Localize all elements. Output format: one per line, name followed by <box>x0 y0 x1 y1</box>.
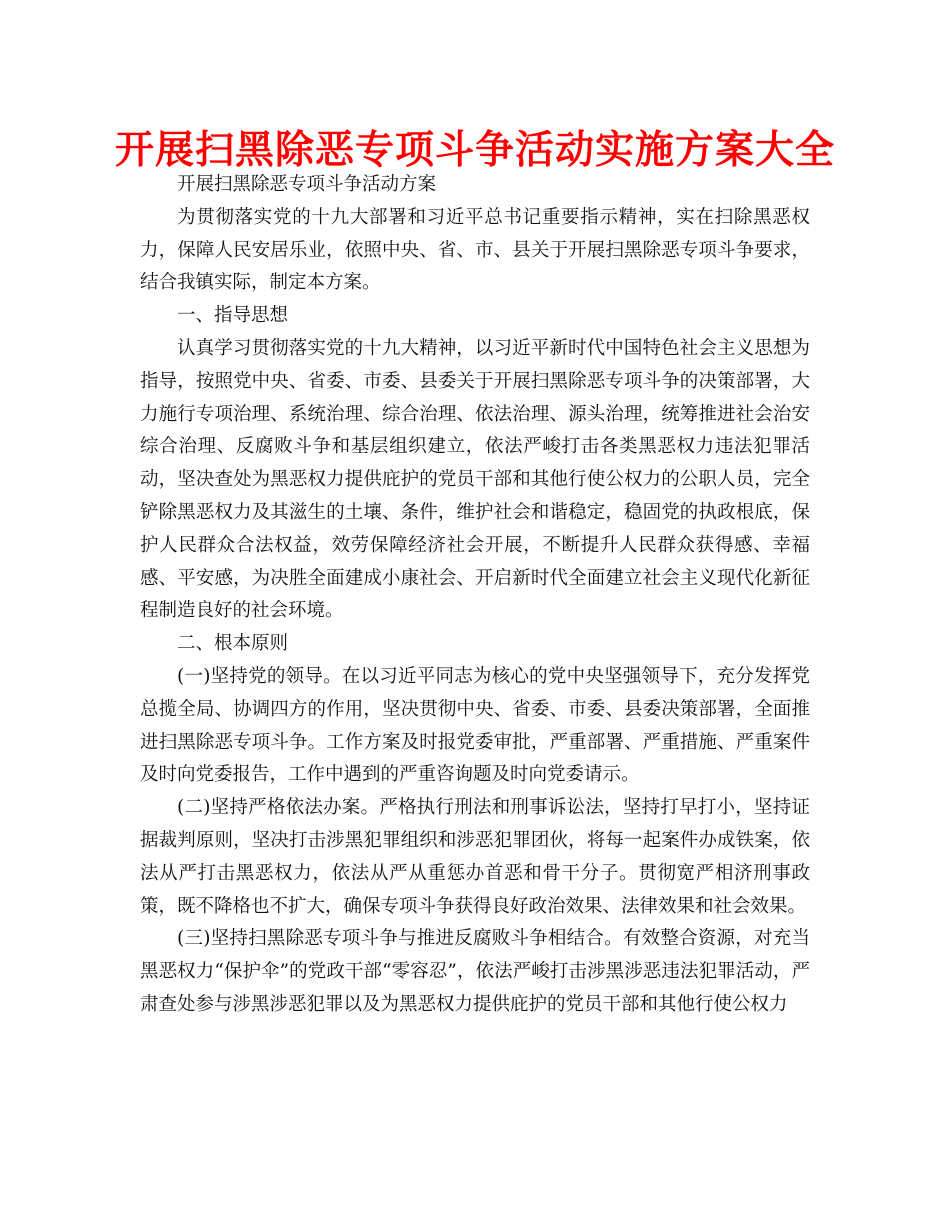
document-body <box>140 169 810 1022</box>
paragraph-subtitle: 开展扫黑除恶专项斗争活动方案 <box>177 174 437 195</box>
document-title: 开展扫黑除恶专项斗争活动实施方案大全 <box>114 128 835 173</box>
paragraph-principle-2: (二)坚持严格依法办案。严格执行刑法和刑事诉讼法，坚持打早打小，坚持证据裁判原则，坚决打击涉黑犯罪组织和涉恶犯罪团伙，将每一起案件办成铁案，依法从严打击黑恶权力，依法从严从重惩办首恶和骨干分子。贯彻宽严相济刑事政策，既不降格也不扩大，确保专项斗争获得良好政治效果、法律效果和社会效果。 <box>140 797 810 917</box>
section-heading-guiding-thought: 一、指导思想 <box>177 305 289 327</box>
paragraph-guiding-thought: 认真学习贯彻落实党的十九大精神，以习近平新时代中国特色社会主义思想为指导，按照党中央、省委、市委、县委关于开展扫黑除恶专项斗争的决策部署，大力施行专项治理、系统治理、综合治理、依法治理、源头治理，统筹推进社会治安综合治理、反腐败斗争和基层组织建立，依法严峻打击各类黑恶权力违法犯罪活动，坚决查处为黑恶权力提供庇护的党员干部和其他行使公权力的公职人员，完全铲除黑恶权力及其滋生的土壤、条件，维护社会和谐稳定，稳固党的执政根底，保护人民群众合法权益，效劳保障经济社会开展，不断提升人民群众获得感、幸福感、平安感，为决胜全面建成小康社会、开启新时代全面建立社会主义现代化新征程制造良好的社会环境。 <box>140 337 810 622</box>
section-heading-basic-principles: 二、根本原则 <box>177 633 289 655</box>
paragraph-principle-3: (三)坚持扫黑除恶专项斗争与推进反腐败斗争相结合。有效整合资源，对充当黑恶权力“保护伞”的党政干部“零容忍”，依法严峻打击涉黑涉恶违法犯罪活动，严肃查处参与涉黑涉恶犯罪以及为黑恶权力提供庇护的党员干部和其他行使公权力 <box>140 928 810 1015</box>
paragraph-principle-1: (一)坚持党的领导。在以习近平同志为核心的党中央坚强领导下，充分发挥党总揽全局、协调四方的作用，坚决贯彻中央、省委、市委、县委决策部署，全面推进扫黑除恶专项斗争。工作方案及时报党委审批，严重部署、严重措施、严重案件及时向党委报告，工作中遇到的严重咨询题及时向党委请示。 <box>140 665 810 786</box>
paragraph-intro: 为贯彻落实党的十九大部署和习近平总书记重要指示精神，实在扫除黑恶权力，保障人民安居乐业，依照中央、省、市、县关于开展扫黑除恶专项斗争要求，结合我镇实际，制定本方案。 <box>140 206 810 294</box>
